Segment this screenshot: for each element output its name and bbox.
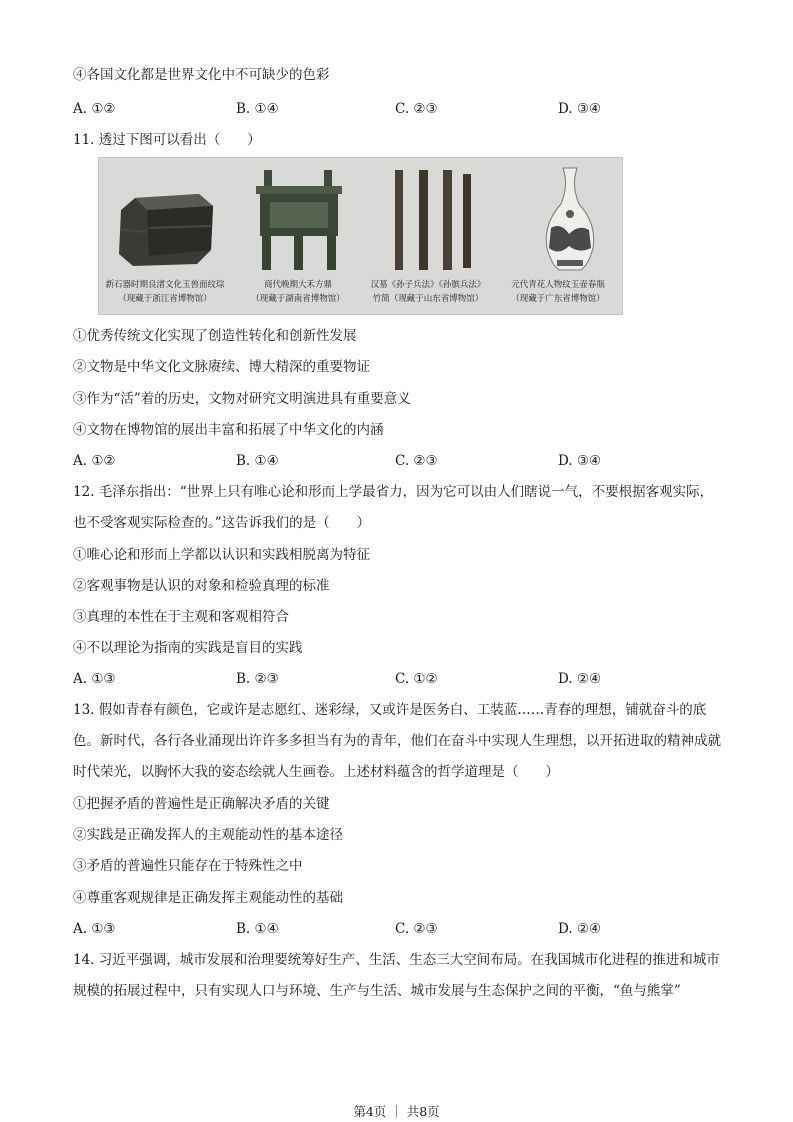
- page-number: 第4页 ｜ 共8页: [353, 1104, 440, 1119]
- q12-statement-1: ①唯心论和形而上学都以认识和实践相脱离为特征: [73, 547, 370, 563]
- q10-option-d: D. ③④: [558, 101, 602, 117]
- q11-statement-2: ②文物是中华文化文脉赓续、博大精深的重要物证: [73, 359, 370, 375]
- q11-artifact-figure: [98, 157, 623, 315]
- q13-statement-4: ④尊重客观规律是正确发挥主观能动性的基础: [73, 890, 343, 906]
- q12-option-a: A. ①③: [73, 671, 116, 687]
- q11-statement-3: ③作为“活”着的历史，文物对研究文明演进具有重要意义: [73, 391, 411, 407]
- q12-option-c: C. ①②: [395, 671, 438, 687]
- q12-options: [73, 669, 633, 689]
- q12-statement-3: ③真理的本性在于主观和客观相符合: [73, 609, 289, 625]
- q13-option-c: C. ②③: [395, 921, 438, 937]
- artifact-caption-1: 新石器时期良渚文化玉兽面纹琮 （现藏于浙江省博物馆）: [105, 280, 225, 304]
- q12-stem: 12. 毛泽东指出：“世界上只有唯心论和形而上学最省力，因为它可以由人们瞎说一气，不要根据客观实际，也不受客观实际检查的。”这告诉我们的是（ ）: [73, 484, 714, 531]
- artifact-caption-4: 元代青花人物纹玉壶春瓶 （现藏于广东省博物馆）: [511, 280, 605, 304]
- q11-option-a: A. ①②: [73, 453, 116, 469]
- q13-option-d: D. ②④: [558, 921, 602, 937]
- artifact-caption-2: 商代晚期大禾方鼎 （现藏于湖南省博物馆）: [251, 280, 345, 304]
- q13-statement-3: ③矛盾的普遍性只能存在于特殊性之中: [73, 858, 303, 874]
- q10-option-a: A. ①②: [73, 101, 116, 117]
- q11-option-b: B. ①④: [236, 453, 279, 469]
- q13-statement-2: ②实践是正确发挥人的主观能动性的基本途径: [73, 827, 343, 843]
- bronze-ding-icon: [244, 166, 354, 274]
- q11-stem: 11. 透过下图可以看出（ ）: [73, 132, 261, 148]
- q13-stem: 13. 假如青春有颜色，它或许是志愿红、迷彩绿，又或许是医务白、工装蓝……青春的理想，铺就奋斗的底色。新时代，各行各业涌现出许许多多担当有为的青年，他们在奋斗中实现人生理想，以开拓进取的精神成就时代荣光，以胸怀大我的姿态绘就人生画卷。上述材料蕴含的哲学道理是（ ）: [73, 702, 721, 780]
- q10-option-b: B. ①④: [236, 101, 279, 117]
- q11-options: [73, 451, 633, 471]
- q11-statement-1: ①优秀传统文化实现了创造性转化和创新性发展: [73, 328, 357, 344]
- q10-option-c: C. ②③: [395, 101, 438, 117]
- q13-options: [73, 919, 633, 939]
- q10-options: [73, 99, 633, 119]
- jade-bi-icon: [113, 180, 221, 272]
- q12-option-b: B. ②③: [236, 671, 279, 687]
- q11-option-c: C. ②③: [395, 453, 438, 469]
- q12-statement-2: ②客观事物是认识的对象和检验真理的标准: [73, 578, 330, 594]
- q12-statement-4: ④不以理论为指南的实践是盲目的实践: [73, 640, 303, 656]
- q13-option-a: A. ①③: [73, 921, 116, 937]
- q11-option-d: D. ③④: [558, 453, 602, 469]
- porcelain-vase-icon: [535, 164, 605, 274]
- q13-statement-1: ①把握矛盾的普遍性是正确解决矛盾的关键: [73, 796, 330, 812]
- q14-stem: 14. 习近平强调，城市发展和治理要统筹好生产、生活、生态三大空间布局。在我国城市化进程的推进和城市规模的拓展过程中，只有实现人口与环境、生产与生活、城市发展与生态保护之间的平衡，“鱼与熊掌”: [73, 952, 720, 999]
- q12-option-d: D. ②④: [558, 671, 602, 687]
- q10-statement-4: ④各国文化都是世界文化中不可缺少的色彩: [73, 67, 330, 83]
- q11-statement-4: ④文物在博物馆的展出丰富和拓展了中华文化的内涵: [73, 422, 384, 438]
- artifact-caption-3: 汉墓《孙子兵法》《孙膑兵法》 竹简（现藏于山东省博物馆）: [370, 280, 486, 304]
- q13-option-b: B. ①④: [236, 921, 279, 937]
- bamboo-slips-icon: [387, 166, 477, 272]
